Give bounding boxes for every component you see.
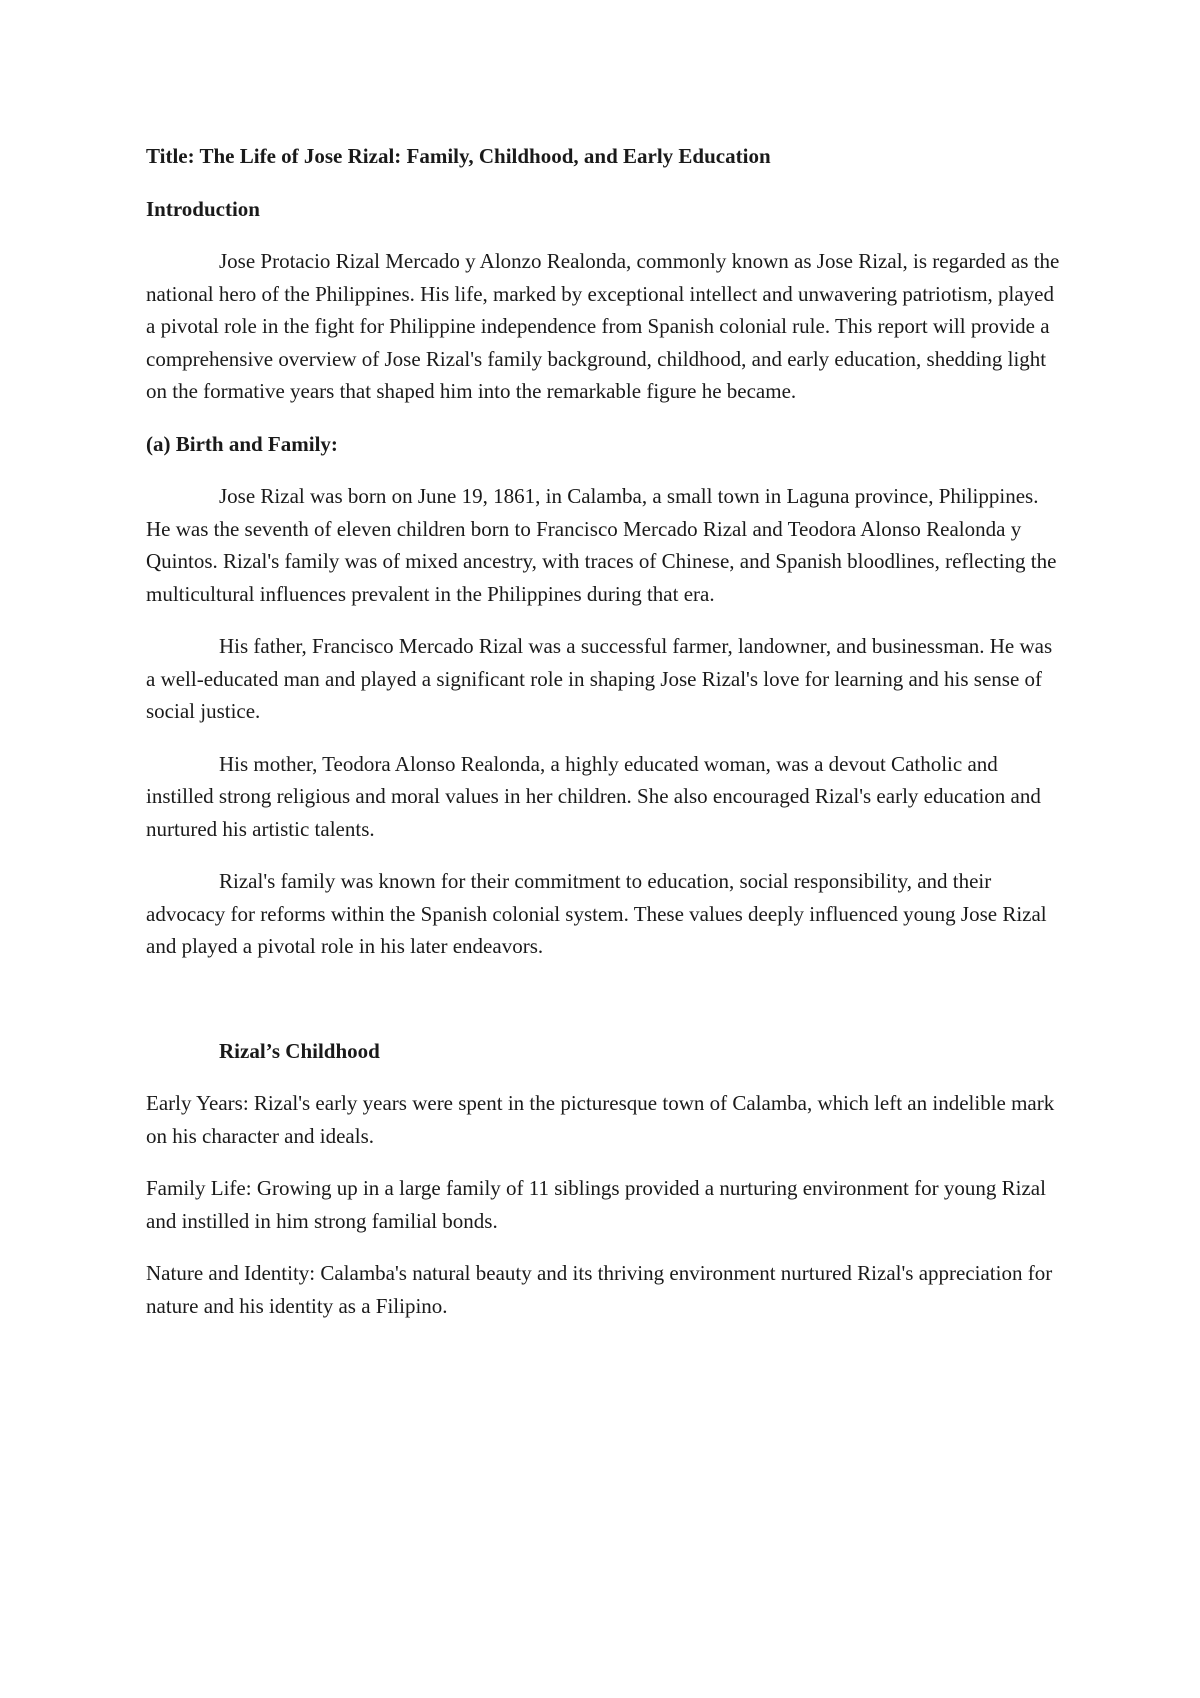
introduction-paragraph: Jose Protacio Rizal Mercado y Alonzo Realonda, commonly known as Jose Rizal, is regarded as the national hero of the Philippines. His life, marked by exceptional intellect and unwavering patriotism, played a pivotal role in the fight for Philippine independence from Spanish colonial rule. This report will provide a comprehensive overview of Jose Rizal's family background, childhood, and early education, shedding light on the formative years that shaped him into the remarkable figure he became.: [146, 249, 1060, 403]
family-life-paragraph: Family Life: Growing up in a large family of 11 siblings provided a nurturing environment for young Rizal and instilled in him strong familial bonds.: [146, 1176, 1046, 1233]
section-spacer: [146, 983, 1066, 1035]
introduction-heading: Introduction: [146, 196, 260, 221]
document-title: Title: The Life of Jose Rizal: Family, Childhood, and Early Education: [146, 144, 771, 168]
nature-identity-paragraph: Nature and Identity: Calamba's natural beauty and its thriving environment nurtured Rizal's appreciation for nature and his identity as a Filipino.: [146, 1261, 1053, 1318]
early-years-paragraph: Early Years: Rizal's early years were spent in the picturesque town of Calamba, which left an indelible mark on his character and ideals.: [146, 1091, 1055, 1148]
birth-paragraph: Jose Rizal was born on June 19, 1861, in Calamba, a small town in Laguna province, Philippines. He was the seventh of eleven children born to Francisco Mercado Rizal and Teodora Alonso Realonda y Quintos. Rizal's family was of mixed ancestry, with traces of Chinese, and Spanish bloodlines, reflecting the multicultural influences prevalent in the Philippines during that era.: [146, 484, 1057, 606]
family-values-paragraph: Rizal's family was known for their commitment to education, social responsibility, and their advocacy for reforms within the Spanish colonial system. These values deeply influenced young Jose Rizal and played a pivotal role in his later endeavors.: [146, 869, 1047, 958]
father-paragraph: His father, Francisco Mercado Rizal was a successful farmer, landowner, and businessman. He was a well-educated man and played a significant role in shaping Jose Rizal's love for learning and his sense of social justice.: [146, 634, 1053, 723]
document-page: [146, 140, 1066, 1342]
birth-family-heading: (a) Birth and Family:: [146, 431, 338, 456]
mother-paragraph: His mother, Teodora Alonso Realonda, a highly educated woman, was a devout Catholic and instilled strong religious and moral values in her children. She also encouraged Rizal's early education and nurtured his artistic talents.: [146, 751, 1041, 841]
childhood-heading: Rizal’s Childhood: [219, 1038, 380, 1063]
